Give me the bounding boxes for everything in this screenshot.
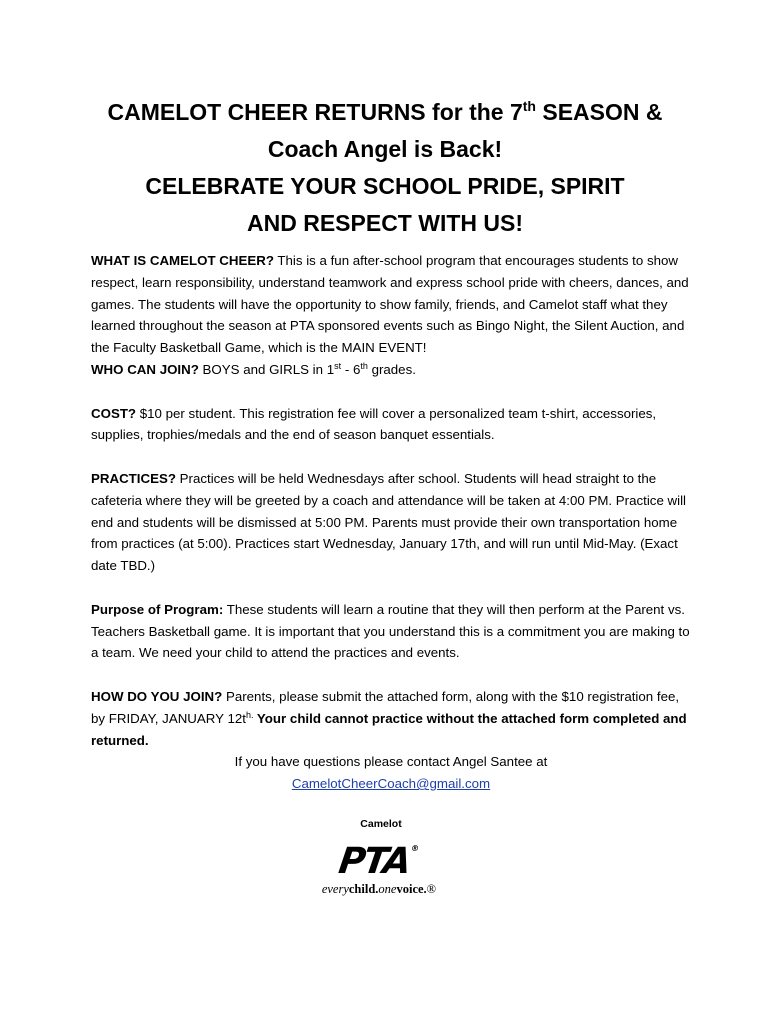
who-paragraph [91, 359, 691, 381]
spacer [91, 664, 691, 686]
spacer [91, 577, 691, 599]
title-line-1-text: CAMELOT CHEER RETURNS for the 7 [107, 99, 523, 125]
title-superscript: th [522, 98, 536, 114]
who-text-end: grades. [367, 361, 416, 377]
join-bold-text: Your child cannot practice without the attached form completed and returned. [91, 710, 687, 748]
cost-label: COST? [91, 405, 137, 421]
who-text-mid: - 6 [341, 361, 361, 377]
practices-text: Practices will be held Wednesdays after school. Students will head straight to the cafeteria where they will be greeted by a coach and attendance will be taken at 4:00 PM. Practice will end and students will be dismissed at 5:00 PM. Parents must provide their own transportation home from practices (at 5:00). Practices start Wednesday, January 17th, and will run until Mid-May. (Exact date TBD.) [91, 470, 686, 574]
who-sup-2: th [360, 360, 368, 371]
practices-label: PRACTICES? [91, 470, 176, 486]
title-line-2: Coach Angel is Back! [267, 136, 503, 162]
tagline-child: child. [348, 882, 379, 896]
tagline-voice: voice. [396, 882, 427, 896]
purpose-label: Purpose of Program: [91, 601, 224, 617]
who-sup-1: st [334, 360, 342, 371]
tagline-one: one [378, 882, 397, 896]
contact-line: If you have questions please contact Angel Santee at [234, 754, 548, 770]
contact-email-link[interactable]: CamelotCheerCoach@gmail.com [291, 776, 491, 792]
title-line-1-end: SEASON & [535, 99, 663, 125]
purpose-text: These students will learn a routine that they will then perform at the Parent vs. Teachers Basketball game. It is important that you understand this is a commitment you are making to a team. We need your child to attend the practices and events. [91, 601, 690, 661]
cost-text: $10 per student. This registration fee will cover a personalized team t-shirt, accessories, supplies, trophies/medals and the end of season banquet essentials. [91, 405, 657, 443]
who-text: BOYS and GIRLS in 1 [198, 361, 335, 377]
spacer [91, 381, 691, 403]
what-paragraph [91, 250, 691, 359]
logo-registered-mark: ® [410, 844, 420, 853]
document-body [91, 250, 691, 795]
cost-paragraph [91, 403, 691, 447]
practices-paragraph [91, 468, 691, 577]
logo-tagline [314, 881, 444, 897]
pta-logo [314, 818, 444, 897]
tagline-registered-mark: ® [426, 882, 437, 896]
tagline-every: every [321, 882, 349, 896]
purpose-paragraph [91, 599, 691, 664]
what-text: This is a fun after-school program that encourages students to show respect, learn responsibility, understand teamwork and express school pride with cheers, dances, and games. The students will have the opportunity to show family, friends, and Camelot staff what they learned throughout the season at PTA sponsored events such as Bingo Night, the Silent Auction, and the Faculty Basketball Game, which is the MAIN EVENT! [91, 253, 689, 356]
page-title [60, 94, 710, 242]
join-paragraph [91, 686, 691, 751]
title-line-4: AND RESPECT WITH US! [247, 210, 523, 236]
what-label: WHAT IS CAMELOT CHEER? [91, 253, 274, 268]
logo-pta-wordmark [310, 830, 447, 881]
join-sup: h. [245, 709, 254, 720]
contact-email-row [91, 773, 691, 795]
join-label: HOW DO YOU JOIN? [91, 688, 223, 704]
title-line-1 [60, 94, 710, 131]
spacer [91, 446, 691, 468]
title-line-3: CELEBRATE YOUR SCHOOL PRIDE, SPIRIT [145, 173, 625, 199]
logo-camelot-text: Camelot [360, 818, 402, 830]
join-text: Parents, please submit the attached form, along with the $10 registration fee, by FRIDAY, JANUARY 12t [91, 688, 680, 726]
who-label: WHO CAN JOIN? [91, 361, 199, 377]
logo-pta-text: PTA [336, 841, 413, 882]
